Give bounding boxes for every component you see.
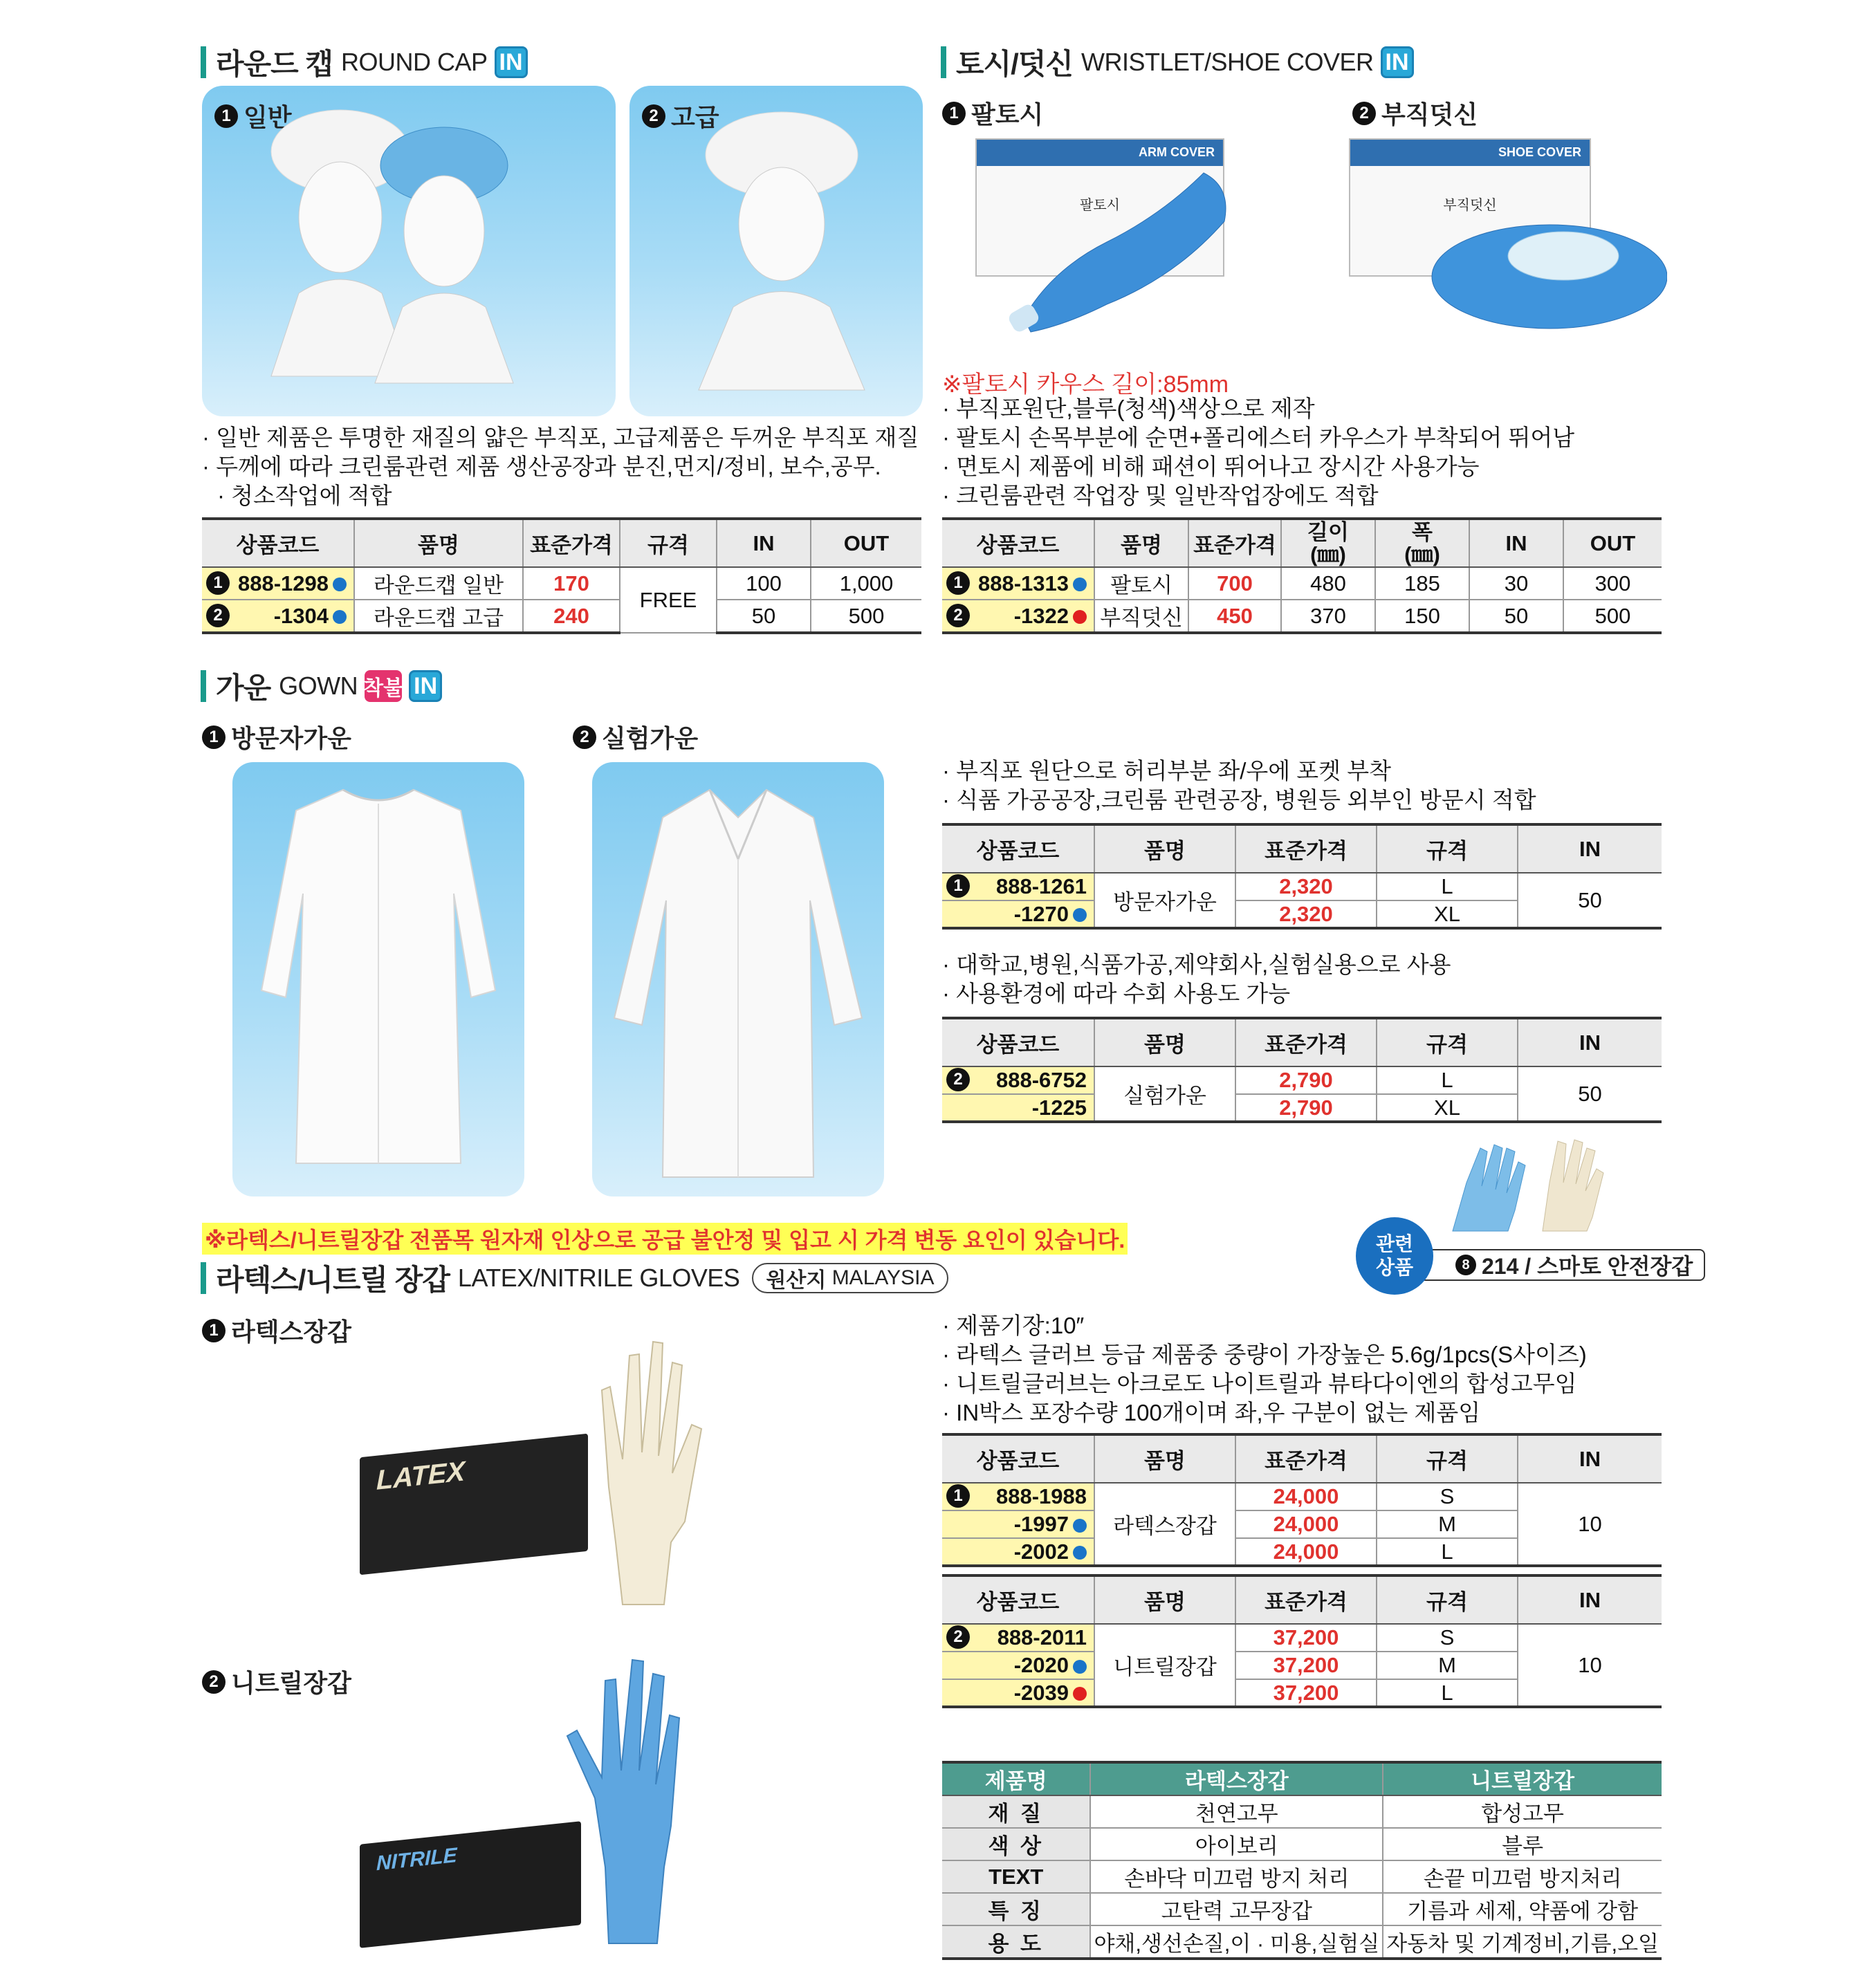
latex-value: 천연고무 [1090, 1795, 1383, 1828]
bullet: · 사용환경에 따라 수회 사용도 가능 [942, 979, 1451, 1008]
origin-pill [752, 1263, 948, 1293]
price-warning: ※라텍스/니트릴장갑 전품목 원자재 인상으로 공급 불안정 및 입고 시 가격 변동 요인이 있습니다. [202, 1223, 1128, 1255]
visitor-gown-bullets [942, 757, 1536, 815]
col-header: IN [1518, 824, 1662, 873]
wristlet-table [942, 517, 1662, 634]
table-row [942, 1795, 1662, 1828]
item-number: 1 [946, 571, 970, 595]
spec: XL [1377, 900, 1518, 928]
in-qty: 30 [1469, 567, 1563, 600]
section-bar [201, 1262, 206, 1294]
in-qty: 10 [1518, 1624, 1662, 1707]
code-text: -2002 [1013, 1539, 1069, 1564]
item-label: 방문자가운 [231, 724, 351, 752]
latex-value: 아이보리 [1090, 1828, 1383, 1860]
col-header: 상품코드 [942, 1575, 1094, 1624]
stock-dot-red [1073, 610, 1087, 624]
product-code [942, 1624, 1094, 1652]
related-gloves-illustration [1439, 1134, 1619, 1238]
bullet: · 니트릴글러브는 아크로도 나이트릴과 뷰타다이엔의 합성고무임 [942, 1369, 1587, 1398]
table-row [942, 1860, 1662, 1893]
table-row [942, 1893, 1662, 1925]
spec: L [1377, 1679, 1518, 1707]
item-number: 2 [946, 1068, 970, 1091]
price: 700 [1188, 567, 1281, 600]
arm-cover-cuff-note: ※팔토시 카우스 길이:85mm [942, 371, 1229, 398]
col-header: 표준가격 [1235, 824, 1377, 873]
price: 2,320 [1235, 900, 1377, 928]
nitrile-gloves-table [942, 1574, 1662, 1708]
product-code [942, 873, 1094, 900]
product-name: 라운드캡 고급 [354, 600, 523, 633]
bullet: · 대학교,병원,식품가공,제약회사,실험실용으로 사용 [942, 950, 1451, 979]
col-header: 상품코드 [942, 1434, 1094, 1483]
bullet: · 라텍스 글러브 등급 제품중 중량이 가장높은 5.6g/1pcs(S사이즈) [942, 1340, 1587, 1369]
table-row [942, 1483, 1662, 1510]
stock-dot-blue [1073, 1660, 1087, 1674]
col-header: 품명 [354, 519, 523, 567]
in-badge: IN [1381, 46, 1414, 78]
product-code [202, 600, 354, 633]
product-code [942, 567, 1094, 600]
spec: XL [1377, 1094, 1518, 1122]
nitrile-gloves-label [202, 1664, 351, 1699]
col-header: 규격 [1377, 824, 1518, 873]
section-bar [201, 46, 206, 78]
spec: L [1377, 1066, 1518, 1094]
product-code [942, 1679, 1094, 1707]
code-text: 888-2011 [997, 1625, 1087, 1649]
origin-label: 원산지 [766, 1269, 827, 1292]
row-header: 색 상 [942, 1828, 1090, 1860]
round-cap-photo-premium [629, 86, 923, 416]
col-header: 품명 [1094, 824, 1235, 873]
product-name: 니트릴장갑 [1094, 1624, 1235, 1707]
item-number: 2 [642, 104, 665, 128]
gloves-title [201, 1259, 948, 1297]
nitrile-glove-illustration [360, 1639, 747, 1950]
col-header: 상품코드 [202, 519, 354, 567]
product-code [202, 567, 354, 600]
bullet: · 두께에 따라 크린룸관련 제품 생산공장과 분진,먼지/정비, 보수,공무. [202, 452, 919, 481]
bullet: · IN박스 포장수량 100개이며 좌,우 구분이 없는 제품임 [942, 1398, 1587, 1427]
nitrile-gloves-image [360, 1639, 747, 1950]
stock-dot-blue [333, 610, 347, 624]
in-badge: IN [409, 670, 442, 702]
bullet: · 부직포원단,블루(청색)색상으로 제작 [942, 394, 1574, 423]
table-row [202, 567, 921, 600]
item-number: 2 [573, 725, 596, 749]
spec: S [1377, 1624, 1518, 1652]
item-label: 실험가운 [602, 724, 699, 752]
table-row [942, 1828, 1662, 1860]
visitor-gown-label [202, 719, 351, 755]
visitor-gown-photo [232, 762, 524, 1196]
table-row [202, 600, 921, 633]
in-qty: 50 [1469, 600, 1563, 633]
arm-cover-label [942, 95, 1043, 131]
spec: FREE [620, 567, 717, 633]
item-number: 2 [946, 1625, 970, 1649]
table-row [942, 567, 1662, 600]
cod-badge: 착불 [365, 670, 402, 702]
shoe-cover-image [1349, 131, 1667, 339]
in-qty: 50 [1518, 1066, 1662, 1122]
wristlet-bullets [942, 394, 1574, 510]
round-cap-photo-general [202, 86, 616, 416]
product-code [942, 1483, 1094, 1510]
length: 370 [1281, 600, 1375, 633]
price: 240 [523, 600, 620, 633]
col-header: 품명 [1094, 519, 1188, 567]
product-name: 라운드캡 일반 [354, 567, 523, 600]
col-header: 상품코드 [942, 1018, 1094, 1066]
item-number: 1 [206, 571, 230, 595]
item-number: 1 [214, 104, 238, 128]
item-number: 1 [202, 725, 226, 749]
bullet: · 식품 가공공장,크린룸 관련공장, 병원등 외부인 방문시 적합 [942, 786, 1536, 815]
product-name: 실험가운 [1094, 1066, 1235, 1122]
spec: L [1377, 1538, 1518, 1566]
col-header: 길이 (㎜) [1281, 519, 1375, 567]
related-product-text: 214 / 스마토 안전장갑 [1482, 1254, 1693, 1279]
price: 24,000 [1235, 1483, 1377, 1510]
price: 2,320 [1235, 873, 1377, 900]
price: 24,000 [1235, 1510, 1377, 1538]
col-header: 폭 (㎜) [1375, 519, 1469, 567]
out-qty: 500 [1563, 600, 1662, 633]
col-header: IN [1469, 519, 1563, 567]
box-brand: ARM COVER [977, 140, 1223, 166]
item-number: 1 [202, 1319, 226, 1342]
mannequin-cap-illustration [629, 86, 923, 416]
col-header: 규격 [1377, 1575, 1518, 1624]
wristlet-title-en: WRISTLET/SHOE COVER [1080, 48, 1374, 76]
product-name: 팔토시 [1094, 567, 1188, 600]
col-header: 표준가격 [1235, 1434, 1377, 1483]
product-code [942, 1652, 1094, 1679]
latex-gloves-table [942, 1433, 1662, 1567]
price: 24,000 [1235, 1538, 1377, 1566]
code-text: -1322 [1013, 603, 1069, 628]
table-row [942, 1624, 1662, 1652]
wristlet-title [941, 43, 1414, 82]
product-code [942, 600, 1094, 633]
nitrile-value: 손끝 미끄럼 방지처리 [1383, 1860, 1662, 1893]
latex-gloves-image [360, 1314, 747, 1611]
col-header: 표준가격 [1235, 1018, 1377, 1066]
row-header: TEXT [942, 1860, 1090, 1893]
box-brand: SHOE COVER [1350, 140, 1590, 166]
nitrile-value: 자동차 및 기계정비,기름,오일 [1383, 1925, 1662, 1959]
item-label: 일반 [243, 103, 292, 131]
price: 2,790 [1235, 1094, 1377, 1122]
box-text: LATEX [376, 1456, 466, 1496]
out-qty: 1,000 [811, 567, 921, 600]
spec: S [1377, 1483, 1518, 1510]
col-header: 라텍스장갑 [1090, 1762, 1383, 1795]
code-text: 888-1988 [995, 1484, 1087, 1508]
arm-cover-illustration [968, 131, 1300, 339]
item-label: 팔토시 [971, 100, 1044, 129]
gloves-comparison-table [942, 1761, 1662, 1960]
table-row [942, 1925, 1662, 1959]
table-row [942, 600, 1662, 633]
col-header: 니트릴장갑 [1383, 1762, 1662, 1795]
item-label: 니트릴장갑 [231, 1669, 351, 1697]
round-cap-title-en: ROUND CAP [340, 48, 488, 76]
lab-gown-bullets [942, 950, 1451, 1008]
price: 37,200 [1235, 1624, 1377, 1652]
box-text: NITRILE [376, 1844, 457, 1876]
lab-gown-label [573, 719, 698, 755]
col-header: IN [717, 519, 811, 567]
in-qty: 50 [1518, 873, 1662, 928]
related-line1: 관련 [1375, 1233, 1414, 1255]
product-code [942, 1094, 1094, 1122]
product-name: 라텍스장갑 [1094, 1483, 1235, 1566]
item-number: 2 [1352, 102, 1376, 125]
in-qty: 10 [1518, 1483, 1662, 1566]
stock-dot-blue [1073, 577, 1087, 591]
item-label: 라텍스장갑 [231, 1318, 351, 1346]
latex-gloves-label [202, 1313, 351, 1348]
col-header: 품명 [1094, 1434, 1235, 1483]
box-name: 부직덧신 [1443, 198, 1497, 213]
col-header: OUT [1563, 519, 1662, 567]
nitrile-value: 블루 [1383, 1828, 1662, 1860]
product-code [942, 1538, 1094, 1566]
length: 480 [1281, 567, 1375, 600]
round-cap-title [201, 43, 528, 82]
code-text: 888-1298 [237, 571, 329, 595]
product-code [942, 900, 1094, 928]
gloves-bullets [942, 1311, 1587, 1427]
catalog-number-icon: 8 [1455, 1255, 1476, 1275]
code-text: 888-1313 [977, 571, 1069, 595]
col-header: 규격 [1377, 1018, 1518, 1066]
code-text: -2020 [1013, 1653, 1069, 1677]
wristlet-title-ko: 토시/덧신 [956, 48, 1073, 80]
price: 37,200 [1235, 1652, 1377, 1679]
price: 170 [523, 567, 620, 600]
price: 37,200 [1235, 1679, 1377, 1707]
row-header: 특 징 [942, 1893, 1090, 1925]
bullet: · 제품기장:10″ [942, 1311, 1587, 1340]
shoe-cover-illustration [1349, 131, 1667, 339]
related-line2: 상품 [1375, 1257, 1414, 1278]
in-qty: 50 [717, 600, 811, 633]
gown-title [201, 667, 442, 705]
origin-country: MALAYSIA [831, 1266, 935, 1289]
item-number: 2 [946, 604, 970, 627]
gloves-title-en: LATEX/NITRILE GLOVES [457, 1264, 740, 1292]
related-circle [1356, 1217, 1433, 1295]
item-label: 고급 [671, 103, 719, 131]
bullet-continuation: · 청소작업에 적합 [202, 481, 919, 510]
code-text: -1270 [1013, 901, 1069, 926]
col-header: IN [1518, 1018, 1662, 1066]
stock-dot-blue [1073, 908, 1087, 922]
bullet: · 일반 제품은 투명한 재질의 얇은 부직포, 고급제품은 두꺼운 부직포 재질 [202, 423, 919, 452]
latex-value: 손바닥 미끄럼 방지 처리 [1090, 1860, 1383, 1893]
code-text: 888-1261 [995, 874, 1087, 898]
col-header: OUT [811, 519, 921, 567]
related-product-box [1399, 1249, 1705, 1281]
mannequin-caps-illustration [202, 86, 616, 416]
in-qty: 100 [717, 567, 811, 600]
col-header: 상품코드 [942, 824, 1094, 873]
price: 450 [1188, 600, 1281, 633]
item-number: 1 [942, 102, 966, 125]
col-header: 표준가격 [523, 519, 620, 567]
col-header: 규격 [620, 519, 717, 567]
product-code [942, 1066, 1094, 1094]
gown-title-en: GOWN [279, 672, 358, 700]
bullet: · 팔토시 손목부분에 순면+폴리에스터 카우스가 부착되어 뛰어남 [942, 423, 1574, 452]
section-bar [941, 46, 946, 78]
round-cap-bullets [202, 423, 919, 510]
lab-gown-table [942, 1017, 1662, 1123]
stock-dot-red [1073, 1687, 1087, 1701]
col-header: 제품명 [942, 1762, 1090, 1795]
related-product[interactable] [1356, 1134, 1693, 1293]
product-name: 부직덧신 [1094, 600, 1188, 633]
item-number: 1 [946, 1484, 970, 1508]
row-header: 재 질 [942, 1795, 1090, 1828]
visitor-gown-illustration [232, 762, 524, 1196]
code-text: -1225 [1031, 1095, 1087, 1120]
col-header: IN [1518, 1575, 1662, 1624]
latex-value: 고탄력 고무장갑 [1090, 1893, 1383, 1925]
product-name: 방문자가운 [1094, 873, 1235, 928]
in-badge: IN [495, 46, 528, 78]
nitrile-value: 합성고무 [1383, 1795, 1662, 1828]
lab-gown-illustration [592, 762, 884, 1196]
product-code [942, 1510, 1094, 1538]
table-row [942, 873, 1662, 900]
item-number: 1 [946, 874, 970, 898]
section-bar [201, 670, 206, 702]
col-header: IN [1518, 1434, 1662, 1483]
bullet: · 면토시 제품에 비해 패션이 뛰어나고 장시간 사용가능 [942, 452, 1574, 481]
stock-dot-blue [1073, 1519, 1087, 1533]
gown-title-ko: 가운 [216, 672, 271, 704]
box-name: 팔토시 [1080, 198, 1120, 213]
stock-dot-blue [1073, 1546, 1087, 1560]
item-label: 부직덧신 [1381, 100, 1478, 129]
gloves-title-ko: 라텍스/니트릴 장갑 [216, 1264, 450, 1296]
spec: L [1377, 873, 1518, 900]
price: 2,790 [1235, 1066, 1377, 1094]
code-text: -1997 [1013, 1512, 1069, 1536]
item-number: 2 [202, 1670, 226, 1694]
row-header: 용 도 [942, 1925, 1090, 1959]
spec: M [1377, 1652, 1518, 1679]
col-header: 규격 [1377, 1434, 1518, 1483]
arm-cover-image [968, 131, 1300, 339]
col-header: 품명 [1094, 1018, 1235, 1066]
code-text: 888-6752 [995, 1068, 1087, 1092]
out-qty: 300 [1563, 567, 1662, 600]
shoe-cover-label [1352, 95, 1478, 131]
col-header: 상품코드 [942, 519, 1094, 567]
col-header: 품명 [1094, 1575, 1235, 1624]
width: 185 [1375, 567, 1469, 600]
width: 150 [1375, 600, 1469, 633]
table-row [942, 1066, 1662, 1094]
stock-dot-blue [333, 577, 347, 591]
code-text: -1304 [273, 603, 329, 628]
col-header: 표준가격 [1235, 1575, 1377, 1624]
visitor-gown-table [942, 823, 1662, 930]
col-header: 표준가격 [1188, 519, 1281, 567]
latex-value: 야채,생선손질,이 · 미용,실험실 [1090, 1925, 1383, 1959]
item-number: 2 [206, 604, 230, 627]
round-cap-table [202, 517, 921, 634]
bullet: · 크린룸관련 작업장 및 일반작업장에도 적합 [942, 481, 1574, 510]
lab-gown-photo [592, 762, 884, 1196]
round-cap-title-ko: 라운드 캡 [216, 48, 333, 80]
out-qty: 500 [811, 600, 921, 633]
latex-glove-illustration [360, 1314, 747, 1611]
spec: M [1377, 1510, 1518, 1538]
nitrile-value: 기름과 세제, 약품에 강함 [1383, 1893, 1662, 1925]
bullet: · 부직포 원단으로 허리부분 좌/우에 포켓 부착 [942, 757, 1536, 786]
code-text: -2039 [1013, 1680, 1069, 1705]
